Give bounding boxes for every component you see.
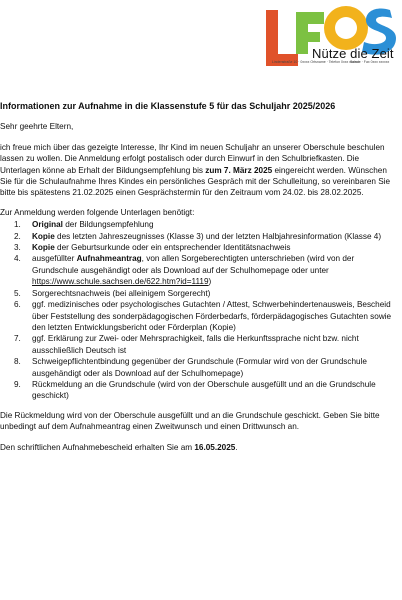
item-text: der Bildungsempfehlung (62, 220, 154, 230)
download-link[interactable]: https://www.schule.sachsen.de/622.htm?id=1119 (32, 277, 209, 287)
item-emphasis: Original (32, 220, 63, 230)
item-text: Rückmeldung an die Grundschule (wird von der Oberschule ausgefüllt und an die Grundschule geschickt) (32, 379, 376, 401)
list-item (0, 299, 398, 333)
logo-contact-right: Schule · Fax 0xxx xxxxxx (350, 60, 390, 64)
item-text: des letzten Jahreszeugnisses (Klasse 3) und der letzten Halbjahresinformation (Klasse 4) (54, 231, 382, 241)
item-text: der Geburtsurkunde oder ein entsprechender Identitätsnachweis (54, 243, 291, 253)
item-text: , von allen Sorgeberechtigten unterschrieben (wird von der Grundschule ausgehändigt oder als Download auf der Schulhomepage oder unter (32, 254, 355, 275)
item-emphasis: Kopie (32, 243, 55, 253)
item-emphasis: Aufnahmeantrag (76, 254, 142, 264)
item-number: 3. (14, 243, 21, 253)
item-text: Schweigepflichtentbindung gegenüber der Grundschule (Formular wird von der Grundschule ausgehändigt oder als Download auf der Schulhomepage) (32, 357, 367, 378)
item-prefix: ausgefüllter (32, 254, 77, 264)
list-item (0, 333, 398, 356)
item-number: 5. (14, 288, 21, 298)
list-item (0, 253, 398, 287)
deadline-date: zum 7. März 2025 (205, 165, 273, 175)
letter-body (0, 100, 398, 462)
item-emphasis: Kopie (32, 231, 55, 241)
item-text: Sorgerechtsnachweis (bei alleinigem Sorgerecht) (32, 288, 211, 298)
item-text: ggf. medizinisches oder psychologisches Gutachten / Attest, Schwerbehindertenausweis, Bescheid über Feststellung des sonderpädagogischen Förderbedarfs, förderpädagogisches Gutachten sowie den letzten Entwicklungsbericht oder Förderplan (Kopie) (32, 300, 392, 332)
page-title: Informationen zur Aufnahme in die Klassenstufe 5 für das Schuljahr 2025/2026 (0, 101, 336, 111)
item-number: 7. (14, 334, 21, 344)
item-number: 9. (14, 379, 21, 389)
list-item (0, 219, 398, 230)
intro-text-1: ich freue mich über das gezeigte Interesse, Ihr Kind im neuen Schuljahr an unserer Oberschule beschulen lassen zu wollen. Die Anmeldung erfolgt postalisch oder durch Einwurf in den Schulbriefkasten. Die Unterlagen könne ab Erhalt der Bildungsempfehlung bis (0, 142, 385, 175)
intro-paragraph (0, 142, 398, 199)
list-item (0, 379, 398, 402)
item-number: 6. (14, 300, 21, 310)
item-number: 1. (14, 220, 21, 230)
final-paragraph (0, 442, 398, 453)
item-number: 2. (14, 231, 21, 241)
list-item (0, 231, 398, 242)
item-number: 4. (14, 254, 21, 264)
intro-text-2: eingereicht werden. Wünschen Sie für die Schulaufnahme Ihres Kindes ein persönliches Gespräch mit der Schulleitung, so vereinbaren Sie bitte bis spätestens 21.02.2025 einen Gesprächstermin für den Zeitraum vom 24.02. bis 28.02.2025. (0, 165, 391, 198)
closing-paragraph: Die Rückmeldung wird von der Oberschule ausgefüllt und an die Grundschule geschickt. Geben Sie bitte unbedingt auf dem Aufnahmeantrag einen Zweitwunsch und einen Drittwunsch an. (0, 410, 380, 432)
list-item (0, 288, 398, 299)
list-item (0, 242, 398, 253)
item-text: ggf. Erklärung zur Zwei- oder Mehrsprachigkeit, falls die Herkunftssprache nicht bzw. nicht ausschließlich Deutsch ist (32, 334, 359, 355)
documents-list (0, 219, 398, 402)
item-number: 8. (14, 357, 21, 367)
final-text: Den schriftlichen Aufnahmebescheid erhalten Sie am (0, 442, 195, 452)
final-end: . (235, 442, 238, 452)
logo-tagline: Nütze die Zeit (312, 46, 394, 61)
salutation: Sehr geehrte Eltern, (0, 122, 74, 132)
list-item (0, 356, 398, 379)
documents-intro: Zur Anmeldung werden folgende Unterlagen benötigt: (0, 207, 195, 217)
item-suffix: ) (208, 277, 212, 287)
logo-contact-left: Lindenstraße 10 · 0xxxx Ortsname · Telefon 0xxx xxxxxx (272, 60, 360, 64)
final-date: 16.05.2025 (194, 442, 236, 452)
